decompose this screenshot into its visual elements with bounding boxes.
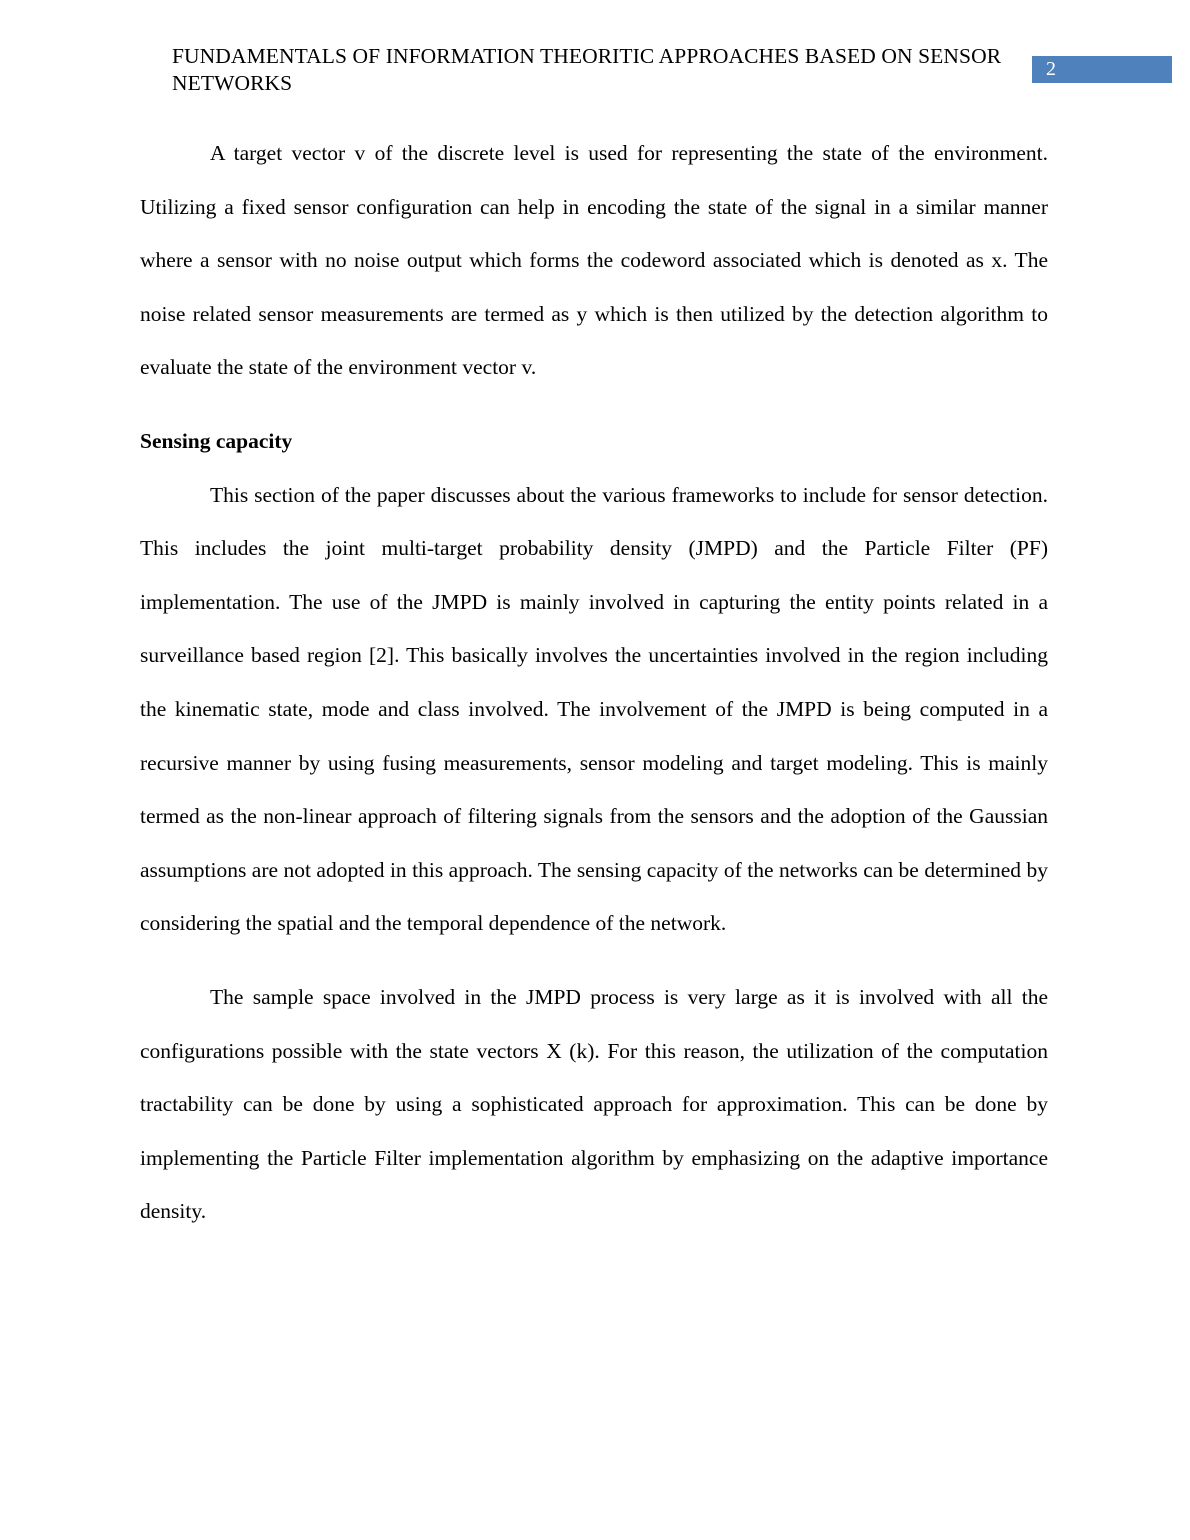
document-body: [140, 127, 1048, 1239]
running-head-title: FUNDAMENTALS OF INFORMATION THEORITIC APPROACHES BASED ON SENSOR NETWORKS: [172, 44, 1002, 95]
body-paragraph-3: The sample space involved in the JMPD process is very large as it is involved with all the configurations possible with the state vectors X (k). For this reason, the utilization of the computation tractability can be done by using a sophisticated approach for approximation. This can be done by implementing the Particle Filter implementation algorithm by emphasizing on the adaptive importance density.: [140, 984, 1048, 1224]
section-heading: Sensing capacity: [140, 428, 293, 453]
page-number-badge: 2: [1032, 56, 1172, 83]
body-paragraph-2: This section of the paper discusses about the various frameworks to include for sensor detection. This includes the joint multi-target probability density (JMPD) and the Particle Filter (PF) implementation. The use of the JMPD is mainly involved in capturing the entity points related in a surveillance based region [2]. This basically involves the uncertainties involved in the region including the kinematic state, mode and class involved. The involvement of the JMPD is being computed in a recursive manner by using fusing measurements, sensor modeling and target modeling. This is mainly termed as the non-linear approach of filtering signals from the sensors and the adoption of the Gaussian assumptions are not adopted in this approach. The sensing capacity of the networks can be determined by considering the spatial and the temporal dependence of the network.: [140, 482, 1048, 936]
body-paragraph-1: A target vector v of the discrete level is used for representing the state of the environment. Utilizing a fixed sensor configuration can help in encoding the state of the signal in a similar manner where a sensor with no noise output which forms the codeword associated which is denoted as x. The noise related sensor measurements are termed as y which is then utilized by the detection algorithm to evaluate the state of the environment vector v.: [140, 141, 1048, 380]
